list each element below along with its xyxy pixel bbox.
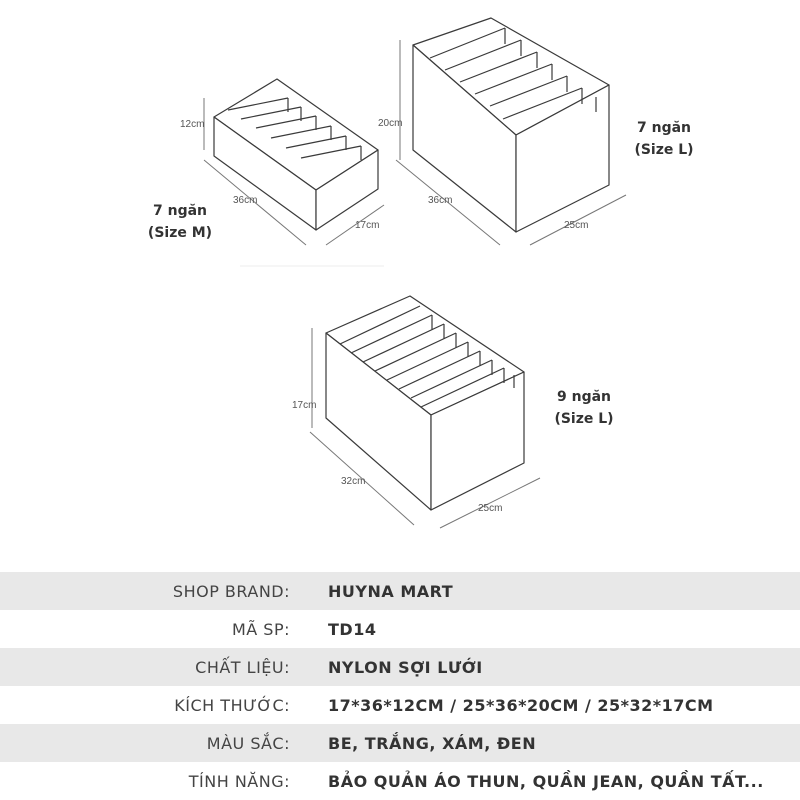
spec-value: NYLON SỢI LƯỚI [328, 657, 483, 677]
spec-row-material [0, 648, 800, 686]
spec-row-color [0, 724, 800, 762]
spec-table [0, 572, 800, 800]
spec-row-brand [0, 572, 800, 610]
spec-row-sku [0, 610, 800, 648]
box-l7-height-label: 20cm [378, 118, 403, 129]
spec-label: TÍNH NĂNG: [188, 771, 290, 791]
spec-label: KÍCH THƯỚC: [174, 695, 290, 715]
variant-m7-label [140, 200, 220, 244]
spec-row-feature [0, 762, 800, 800]
spec-value: BẢO QUẢN ÁO THUN, QUẦN JEAN, QUẦN TẤT... [328, 771, 764, 791]
variant-l7-label [624, 117, 704, 161]
spec-value: BE, TRẮNG, XÁM, ĐEN [328, 733, 537, 753]
box-m-length-label: 36cm [233, 195, 258, 206]
box-l9-height-label: 17cm [292, 400, 317, 411]
spec-row-size [0, 686, 800, 724]
box-l9-length-label: 32cm [341, 476, 366, 487]
spec-value: TD14 [328, 619, 377, 639]
box-l7-width-label: 25cm [564, 220, 589, 231]
variant-m7-compartments: 7 ngăn [152, 203, 208, 219]
spec-label: MÀU SẮC: [206, 733, 290, 753]
spec-label: SHOP BRAND: [172, 581, 290, 601]
variant-l7-size: (Size L) [634, 142, 694, 158]
spec-value: HUYNA MART [328, 581, 454, 601]
box-m-drawing [214, 79, 378, 230]
box-l9-width-label: 25cm [478, 503, 503, 514]
spec-label: MÃ SP: [231, 619, 290, 639]
variant-l9-label [544, 386, 624, 430]
spec-label: CHẤT LIỆU: [195, 657, 290, 677]
box-m-height-label: 12cm [180, 119, 205, 130]
variant-m7-size: (Size M) [147, 225, 213, 241]
box-l7-length-label: 36cm [428, 195, 453, 206]
box-m-width-label: 17cm [355, 220, 380, 231]
variant-l7-compartments: 7 ngăn [636, 120, 692, 136]
spec-value: 17*36*12CM / 25*36*20CM / 25*32*17CM [328, 695, 714, 715]
variant-l9-size: (Size L) [554, 411, 614, 427]
variant-l9-compartments: 9 ngăn [556, 389, 612, 405]
